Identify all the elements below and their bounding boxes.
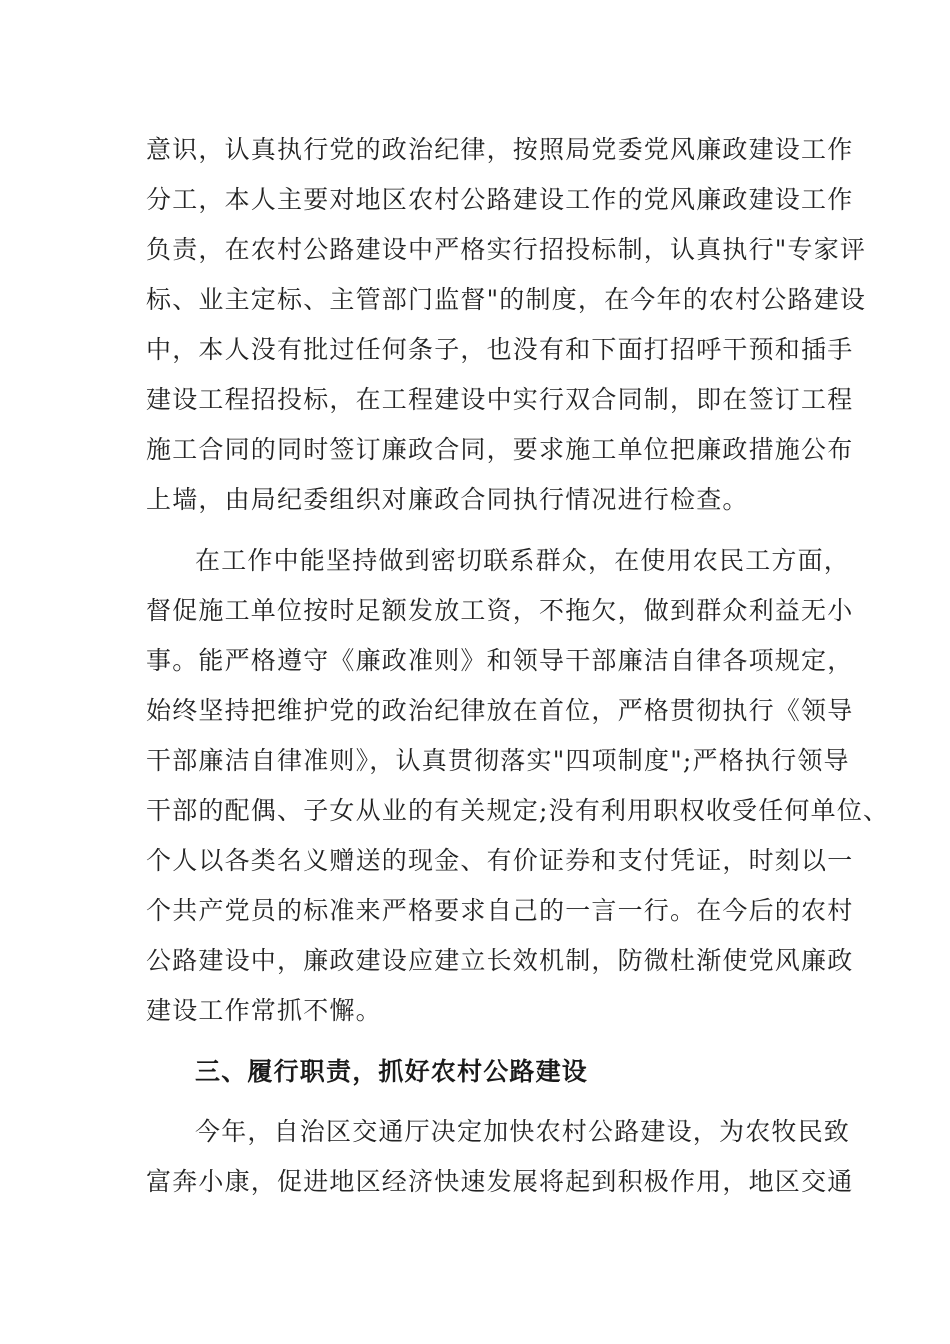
body-text-line: 在工作中能坚持做到密切联系群众，在使用农民工方面， [195,546,851,575]
body-text-line: 督促施工单位按时足额发放工资，不拖欠，做到群众利益无小 [146,596,854,625]
body-text-line: 建设工程招投标，在工程建设中实行双合同制，即在签订工程 [146,385,854,414]
body-text-line: 事。能严格遵守《廉政准则》和领导干部廉洁自律各项规定， [146,646,854,675]
body-text-line: 分工，本人主要对地区农村公路建设工作的党风廉政建设工作 [146,185,854,214]
body-text-line: 干部的配偶、子女从业的有关规定;没有利用职权收受任何单位、 [146,796,890,825]
body-text-line: 建设工作常抓不懈。 [146,996,382,1025]
body-text-line: 公路建设中，廉政建设应建立长效机制，防微杜渐使党风廉政 [146,946,854,975]
body-text-line: 富奔小康，促进地区经济快速发展将起到积极作用，地区交通 [146,1167,854,1196]
body-text-line: 干部廉洁自律准则》，认真贯彻落实"四项制度";严格执行领导 [146,746,850,775]
section-heading: 三、履行职责，抓好农村公路建设 [195,1057,589,1086]
body-text-line: 上墙，由局纪委组织对廉政合同执行情况进行检查。 [146,485,749,514]
body-text-line: 施工合同的同时签订廉政合同，要求施工单位把廉政措施公布 [146,435,854,464]
body-text-line: 始终坚持把维护党的政治纪律放在首位，严格贯彻执行《领导 [146,696,854,725]
body-text-line: 负责，在农村公路建设中严格实行招投标制，认真执行"专家评 [146,235,867,264]
body-text-line: 今年，自治区交通厅决定加快农村公路建设，为农牧民致 [195,1117,851,1146]
body-text-line: 个人以各类名义赠送的现金、有价证券和支付凭证，时刻以一 [146,846,854,875]
body-text-line: 标、业主定标、主管部门监督"的制度，在今年的农村公路建设 [146,285,867,314]
body-text-line: 中，本人没有批过任何条子，也没有和下面打招呼干预和插手 [146,335,854,364]
body-text-line: 意识，认真执行党的政治纪律，按照局党委党风廉政建设工作 [146,135,854,164]
body-text-line: 个共产党员的标准来严格要求自己的一言一行。在今后的农村 [146,896,854,925]
